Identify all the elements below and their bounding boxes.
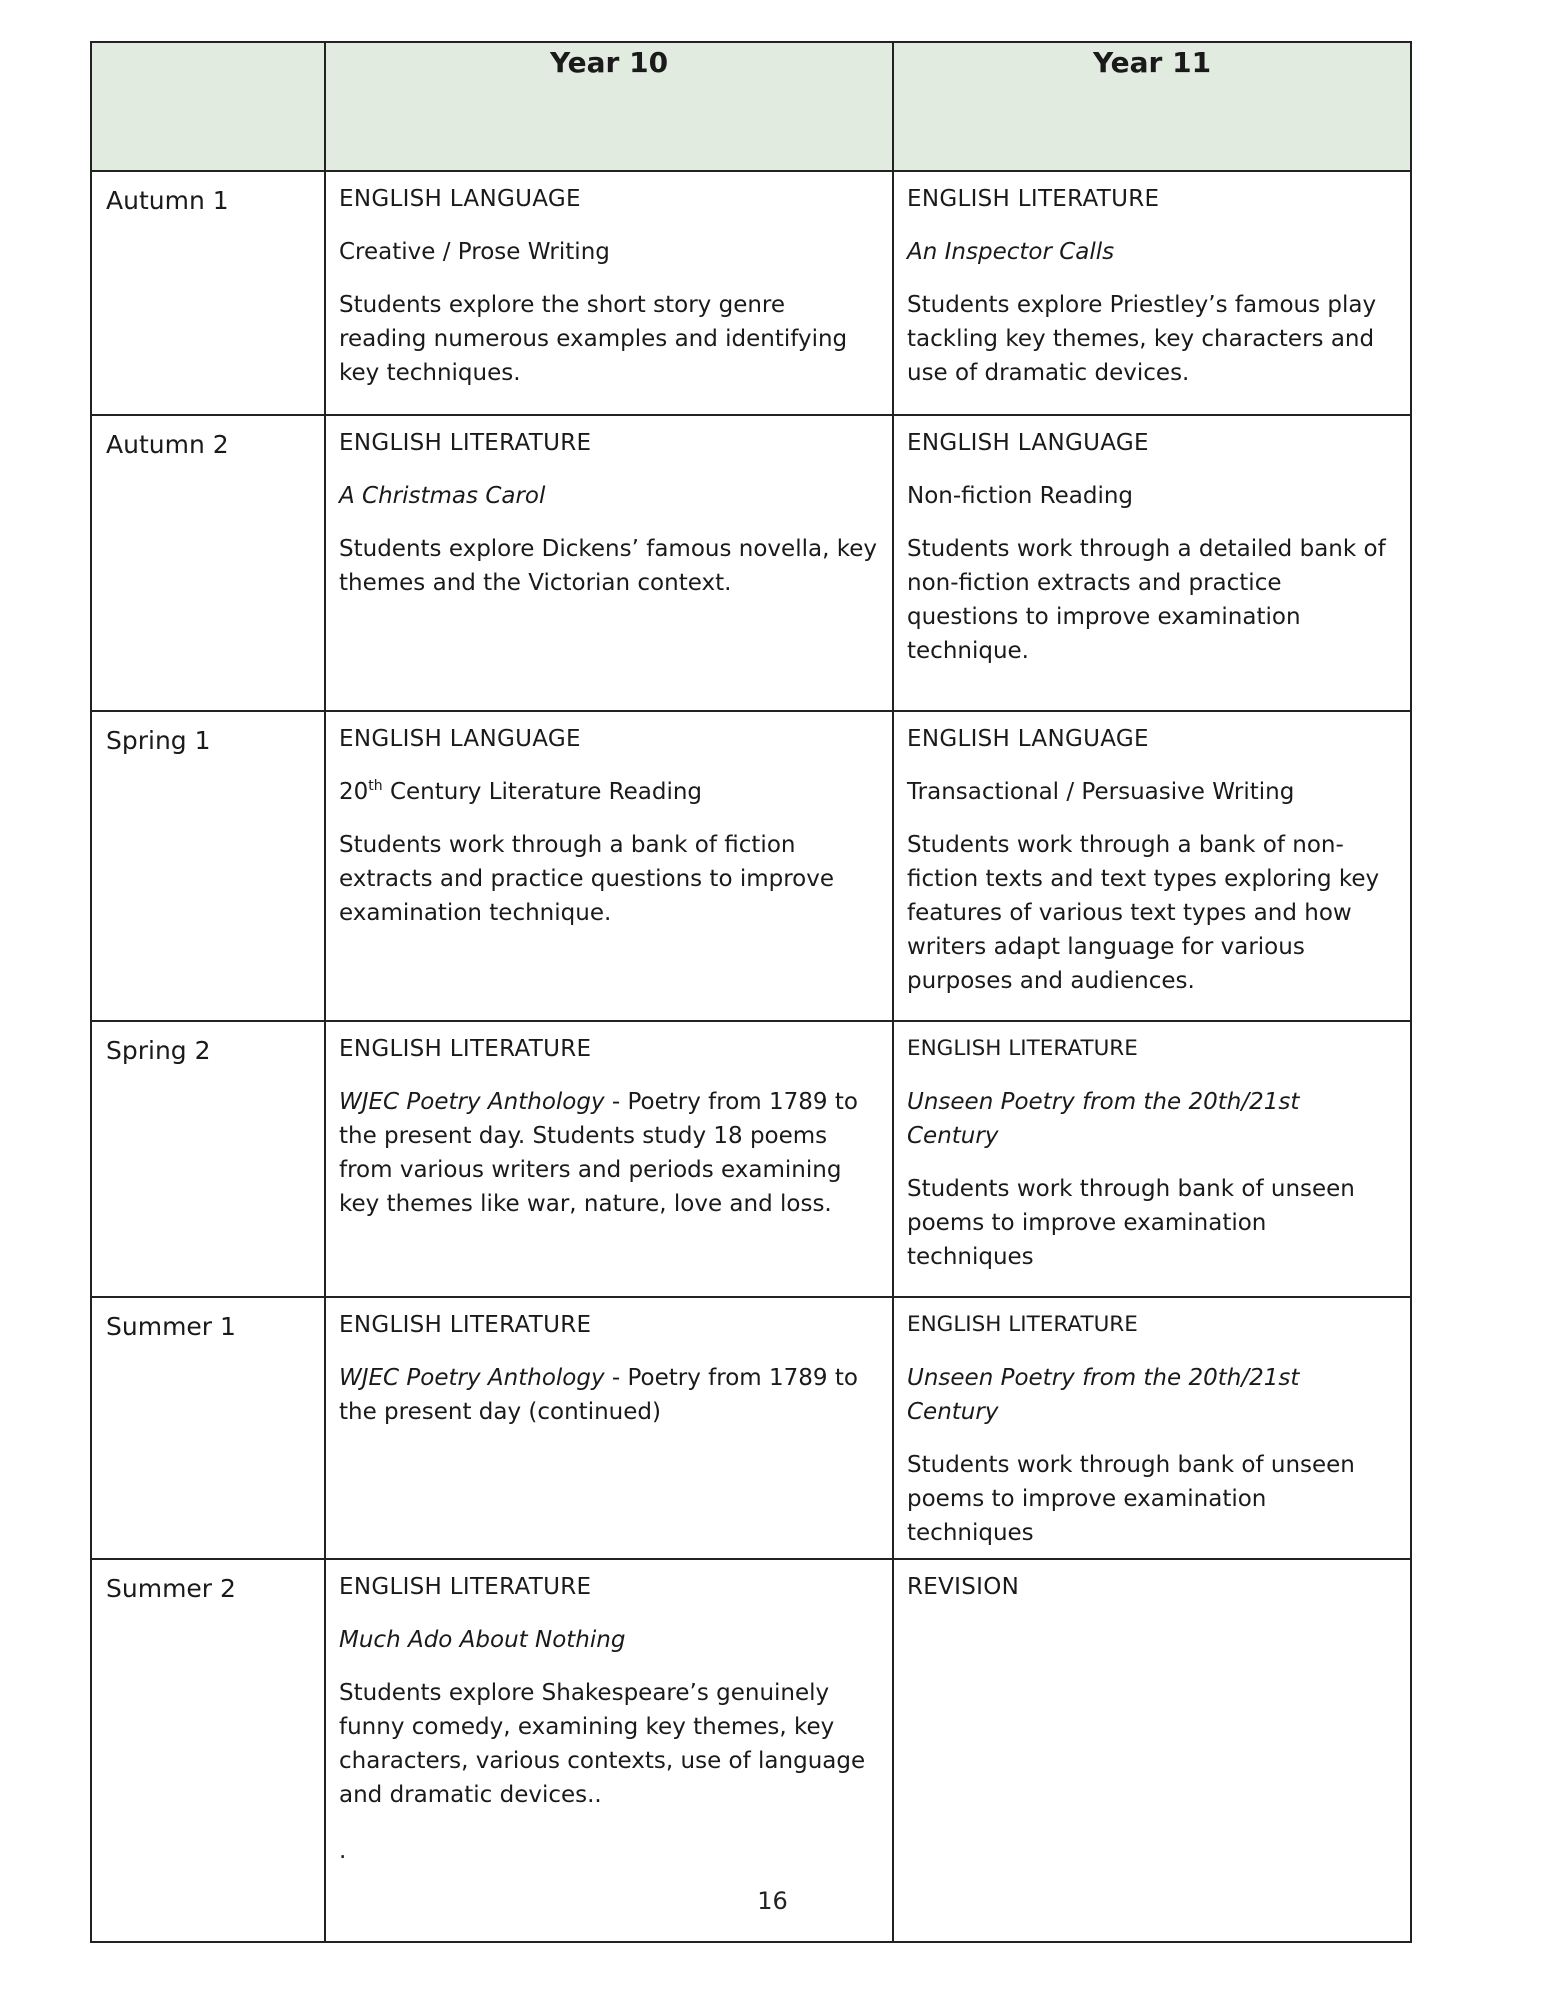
subject-label: ENGLISH LITERATURE [339, 1312, 592, 1338]
topic-description: Students explore Shakespeare’s genuinely funny comedy, examining key themes, key characters, various contexts, use of language and dramatic devices.. [339, 1680, 866, 1808]
year11-cell [893, 1021, 1411, 1297]
topic-ordinal-suffix: th [368, 778, 383, 794]
table-header-row [91, 42, 1411, 171]
year11-cell [893, 711, 1411, 1021]
topic-title: Unseen Poetry from the 20th/21st Century [907, 1365, 1300, 1425]
subject-label: ENGLISH LITERATURE [339, 1036, 592, 1062]
year10-cell [325, 415, 893, 711]
topic-description [339, 1361, 878, 1429]
header-year-10: Year 10 [325, 42, 893, 171]
topic-title: An Inspector Calls [907, 239, 1115, 265]
subject-label: ENGLISH LANGUAGE [339, 726, 581, 752]
header-blank-cell [91, 42, 325, 171]
term-label: Summer 1 [91, 1297, 325, 1559]
topic-title: A Christmas Carol [339, 483, 546, 509]
topic-description: Students work through a detailed bank of non-fiction extracts and practice questions to improve examination technique. [907, 536, 1386, 664]
topic-title: Much Ado About Nothing [339, 1627, 626, 1653]
year10-cell [325, 711, 893, 1021]
year11-cell [893, 415, 1411, 711]
subject-label: ENGLISH LITERATURE [339, 430, 592, 456]
table-row-spring-1 [91, 711, 1411, 1021]
subject-label: ENGLISH LANGUAGE [339, 186, 581, 212]
table-row-autumn-2 [91, 415, 1411, 711]
term-label: Spring 1 [91, 711, 325, 1021]
trailing-dot: . [339, 1838, 347, 1864]
subject-label: ENGLISH LITERATURE [339, 1574, 592, 1600]
table-row-summer-1 [91, 1297, 1411, 1559]
topic-description [339, 1085, 878, 1221]
table-row-spring-2 [91, 1021, 1411, 1297]
topic-number: 20 [339, 779, 369, 805]
subject-label: ENGLISH LANGUAGE [907, 430, 1149, 456]
topic-title-rest: Century Literature Reading [382, 779, 703, 805]
year10-cell [325, 171, 893, 415]
subject-label: ENGLISH LITERATURE [907, 1036, 1138, 1061]
year10-cell [325, 1297, 893, 1559]
anthology-title: WJEC Poetry Anthology [339, 1089, 605, 1115]
topic-description: Students explore Priestley’s famous play tackling key themes, key characters and use of dramatic devices. [907, 292, 1377, 386]
header-year-11: Year 11 [893, 42, 1411, 171]
year11-cell [893, 1297, 1411, 1559]
term-label: Autumn 2 [91, 415, 325, 711]
subject-label: REVISION [907, 1574, 1020, 1600]
curriculum-table [90, 41, 1412, 1943]
topic-title: Non-fiction Reading [907, 483, 1134, 509]
topic-title: Transactional / Persuasive Writing [907, 779, 1295, 805]
topic-title [339, 775, 878, 809]
term-label: Summer 2 [91, 1559, 325, 1942]
topic-description: Students work through bank of unseen poems to improve examination techniques [907, 1176, 1355, 1270]
table-row-autumn-1 [91, 171, 1411, 415]
subject-label: ENGLISH LANGUAGE [907, 726, 1149, 752]
topic-title: Unseen Poetry from the 20th/21st Century [907, 1089, 1300, 1149]
anthology-description: - Poetry from 1789 to the present day (continued) [339, 1365, 858, 1425]
anthology-title: WJEC Poetry Anthology [339, 1365, 605, 1391]
anthology-description: - Poetry from 1789 to the present day. Students study 18 poems from various writers and periods examining key themes like war, nature, love and loss. [339, 1089, 858, 1217]
table-row-summer-2 [91, 1559, 1411, 1942]
year10-cell [325, 1559, 893, 1942]
term-label: Spring 2 [91, 1021, 325, 1297]
year10-cell [325, 1021, 893, 1297]
topic-description: Students explore Dickens’ famous novella, key themes and the Victorian context. [339, 536, 877, 596]
topic-description: Students explore the short story genre reading numerous examples and identifying key techniques. [339, 292, 848, 386]
subject-label: ENGLISH LITERATURE [907, 1312, 1138, 1337]
topic-title: Creative / Prose Writing [339, 239, 610, 265]
topic-description: Students work through a bank of fiction extracts and practice questions to improve examination technique. [339, 832, 835, 926]
topic-description: Students work through a bank of non-fiction texts and text types exploring key features of various text types and how writers adapt language for various purposes and audiences. [907, 832, 1380, 994]
subject-label: ENGLISH LITERATURE [907, 186, 1160, 212]
year11-cell [893, 171, 1411, 415]
page-number: 16 [757, 1887, 788, 1915]
topic-description: Students work through bank of unseen poems to improve examination techniques [907, 1452, 1355, 1546]
year11-cell [893, 1559, 1411, 1942]
term-label: Autumn 1 [91, 171, 325, 415]
